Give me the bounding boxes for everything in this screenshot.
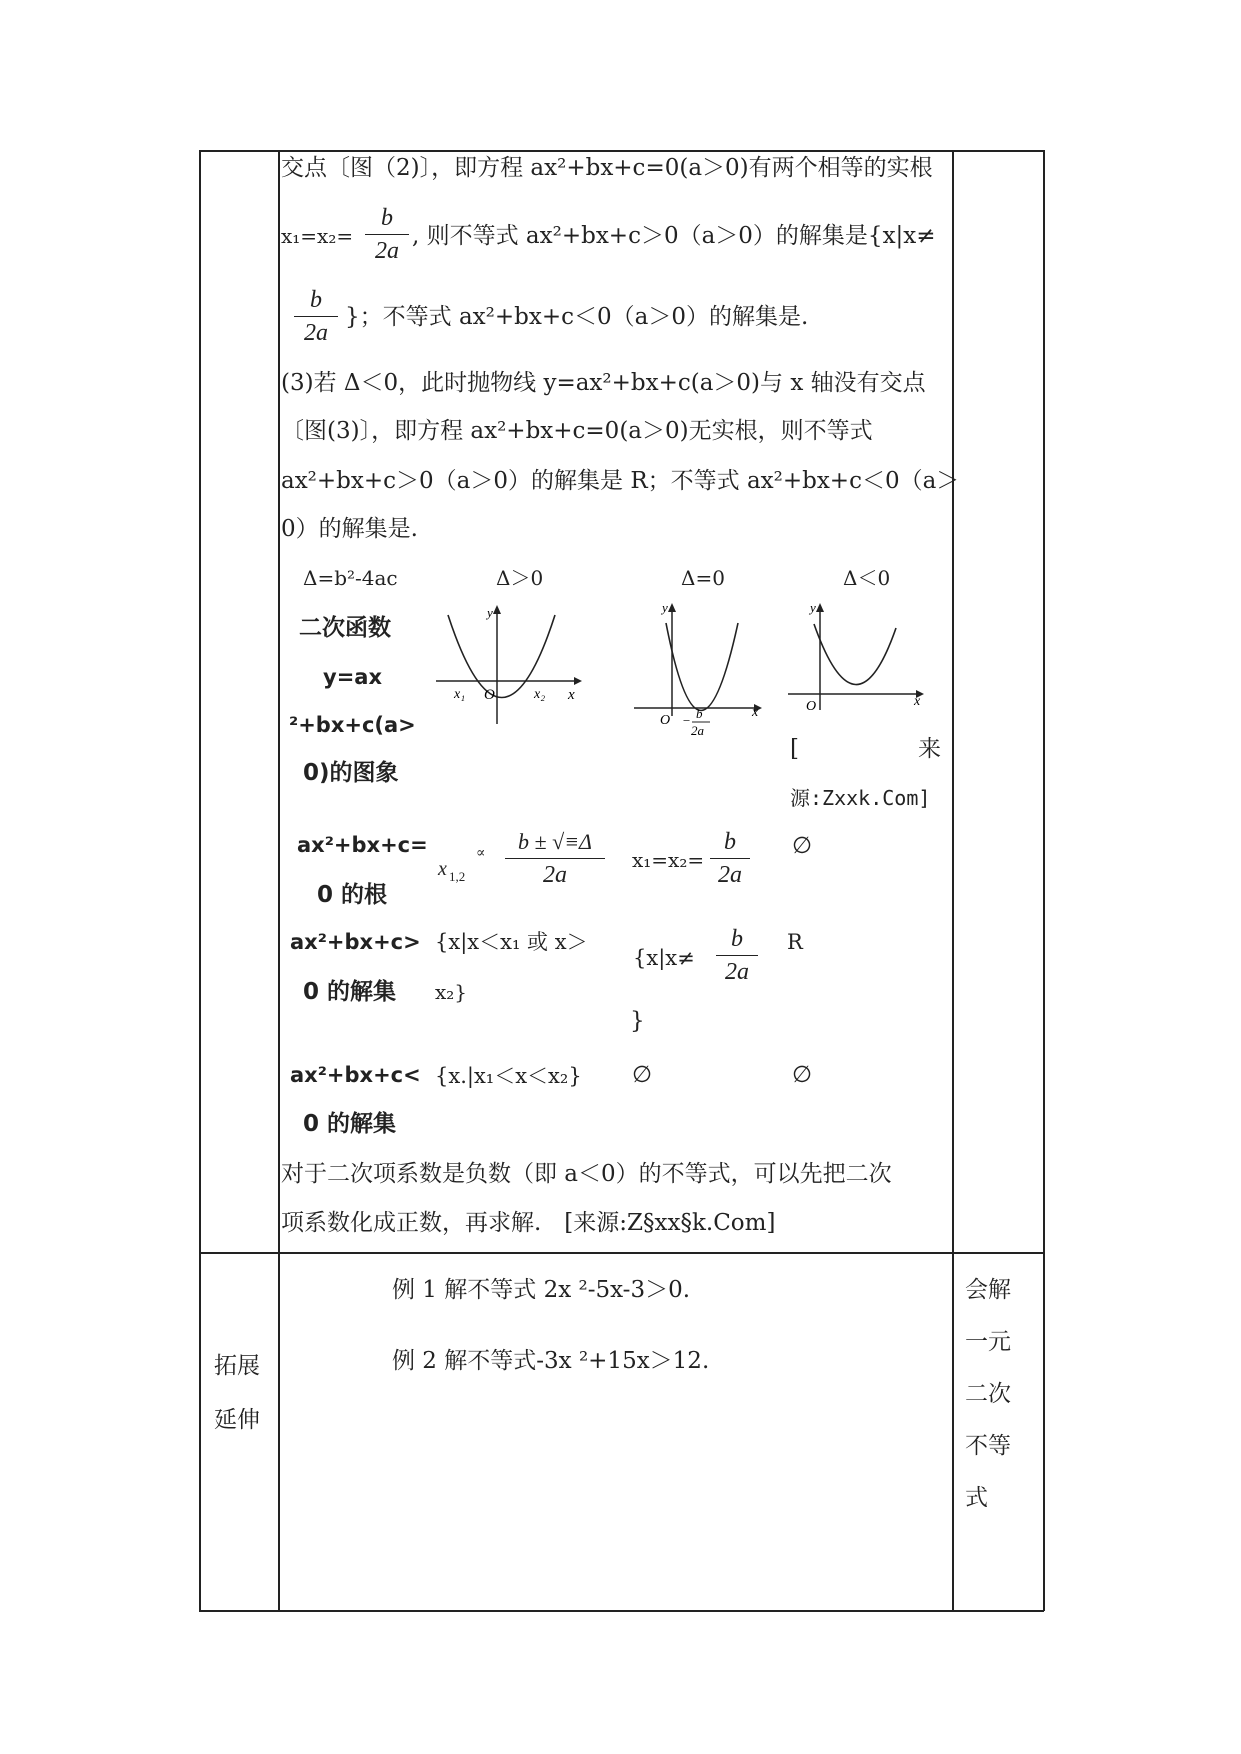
row1-label-2: y=ax xyxy=(323,665,383,689)
table-border-top xyxy=(199,150,1044,152)
goal-line-1: 会解 xyxy=(965,1277,1011,1303)
vertex-fraction-num: b xyxy=(696,706,703,721)
header-delta-negative: Δ＜0 xyxy=(843,566,891,590)
note-line-1: 对于二次项系数是负数（即 a＜0）的不等式，可以先把二次 xyxy=(281,1161,892,1187)
positive-solution-negative: R xyxy=(787,930,803,954)
root-x2-label: x₂ xyxy=(534,687,546,702)
text-p3-line-1: (3)若 Δ＜0，此时抛物线 y=ax²+bx+c(a＞0)与 x 轴没有交点 xyxy=(281,370,926,396)
minus-sign: − xyxy=(682,713,691,728)
source-note-bracket: [ xyxy=(790,736,799,762)
negative-solution-negative: ∅ xyxy=(792,1062,813,1088)
example-1: 例 1 解不等式 2x ²-5x-3＞0. xyxy=(392,1277,691,1303)
negative-solution-zero: ∅ xyxy=(632,1062,653,1088)
goal-line-3: 二次 xyxy=(965,1381,1011,1407)
table-border-bottom xyxy=(199,1610,1044,1612)
section-label-line-1: 拓展 xyxy=(214,1353,260,1379)
goal-line-5: 式 xyxy=(965,1485,988,1511)
column-divider-1 xyxy=(278,150,280,1611)
roots-formula-subscript: 1,2 xyxy=(449,869,466,884)
source-note-rest: 源:Zxxk.Com] xyxy=(790,786,931,810)
header-delta-positive: Δ＞0 xyxy=(496,566,544,590)
graph-delta-positive xyxy=(430,600,590,726)
positive-solution-zero-fraction xyxy=(716,925,758,986)
positive-solution-zero-denominator: 2a xyxy=(725,959,749,985)
note-line-2: 项系数化成正数，再求解. [来源:Z§xx§k.Com] xyxy=(281,1210,776,1236)
row1-label-1: 二次函数 xyxy=(299,615,391,641)
origin-label: O xyxy=(484,687,495,703)
text-p3-line-3: ax²+bx+c＞0（a＞0）的解集是 R；不等式 ax²+bx+c＜0（a＞ xyxy=(281,468,960,494)
row2-label-2: 0 的根 xyxy=(317,882,388,908)
x-axis-label: x xyxy=(914,694,921,709)
row3-label-1: ax²+bx+c> xyxy=(290,930,421,954)
header-discriminant: Δ=b²-4ac xyxy=(303,566,398,590)
double-root-fraction xyxy=(710,828,750,889)
text-p3-line-2: 〔图(3)〕，即方程 ax²+bx+c=0(a＞0)无实根，则不等式 xyxy=(281,418,873,444)
y-axis-label: y xyxy=(487,605,493,620)
no-root-empty-set: ∅ xyxy=(792,833,813,859)
row4-label-2: 0 的解集 xyxy=(303,1111,397,1137)
column-divider-2 xyxy=(952,150,954,1611)
text-line-2-suffix: , 则不等式 ax²+bx+c＞0（a＞0）的解集是{x|x≠ xyxy=(412,223,936,249)
y-axis-label: y xyxy=(662,600,668,615)
fraction-numerator: b xyxy=(381,205,393,231)
section-label-line-2: 延伸 xyxy=(214,1407,260,1433)
roots-formula-fraction xyxy=(505,828,605,889)
row4-label-1: ax²+bx+c< xyxy=(290,1063,421,1087)
x-axis-label: x xyxy=(568,687,575,703)
positive-solution-line-2: x₂} xyxy=(435,980,468,1004)
row1-label-3: ²+bx+c(a> xyxy=(289,713,416,737)
root-x1-label: x₁ xyxy=(454,687,466,702)
x-axis-label: x xyxy=(752,705,759,720)
positive-solution-zero-prefix: {x|x≠ xyxy=(633,946,695,970)
origin-label: O xyxy=(660,713,671,728)
fraction-denominator: 2a xyxy=(375,238,399,264)
fraction-numerator: b xyxy=(310,287,322,313)
roots-formula-symbol: ∝ xyxy=(476,845,486,861)
positive-solution-line-1: {x|x＜x₁ 或 x＞ xyxy=(435,930,588,954)
roots-formula-numerator: b ± √≡Δ xyxy=(518,829,592,854)
header-delta-zero: Δ=0 xyxy=(681,566,725,590)
row3-label-2: 0 的解集 xyxy=(303,979,397,1005)
double-root-prefix: x₁=x₂= xyxy=(632,848,705,872)
roots-formula-x: x xyxy=(438,858,447,880)
roots-formula-denominator: 2a xyxy=(543,862,567,888)
origin-label: O xyxy=(806,699,817,714)
graph-delta-zero xyxy=(630,598,770,746)
positive-solution-zero-close: } xyxy=(630,1008,645,1034)
double-root-denominator: 2a xyxy=(718,862,742,888)
source-note-char: 来 xyxy=(918,736,941,762)
positive-solution-zero-numerator: b xyxy=(731,926,743,952)
row1-label-4: 0)的图象 xyxy=(303,760,399,786)
table-border-right xyxy=(1043,150,1045,1611)
double-root-numerator: b xyxy=(724,829,736,855)
graph-delta-negative xyxy=(784,598,934,716)
row-divider xyxy=(199,1252,1044,1254)
row2-label-1: ax²+bx+c= xyxy=(297,833,428,857)
y-axis-label: y xyxy=(810,600,816,615)
fraction-b-over-2a xyxy=(365,204,409,265)
goal-line-4: 不等 xyxy=(965,1433,1011,1459)
text-p3-line-4: 0）的解集是. xyxy=(281,516,418,542)
fraction-denominator: 2a xyxy=(304,320,328,346)
negative-solution-positive: {x.|x₁＜x＜x₂} xyxy=(435,1064,582,1088)
example-2: 例 2 解不等式-3x ²+15x＞12. xyxy=(392,1348,710,1374)
text-line-1: 交点〔图（2)〕，即方程 ax²+bx+c=0(a＞0)有两个相等的实根 xyxy=(281,155,933,181)
goal-line-2: 一元 xyxy=(965,1329,1011,1355)
text-line-2-prefix: x₁=x₂= xyxy=(281,224,354,248)
vertex-fraction-den: 2a xyxy=(691,723,704,738)
fraction-b-over-2a-2 xyxy=(294,286,338,347)
table-border-left xyxy=(199,150,201,1611)
text-line-3: }；不等式 ax²+bx+c＜0（a＞0）的解集是. xyxy=(345,304,809,330)
